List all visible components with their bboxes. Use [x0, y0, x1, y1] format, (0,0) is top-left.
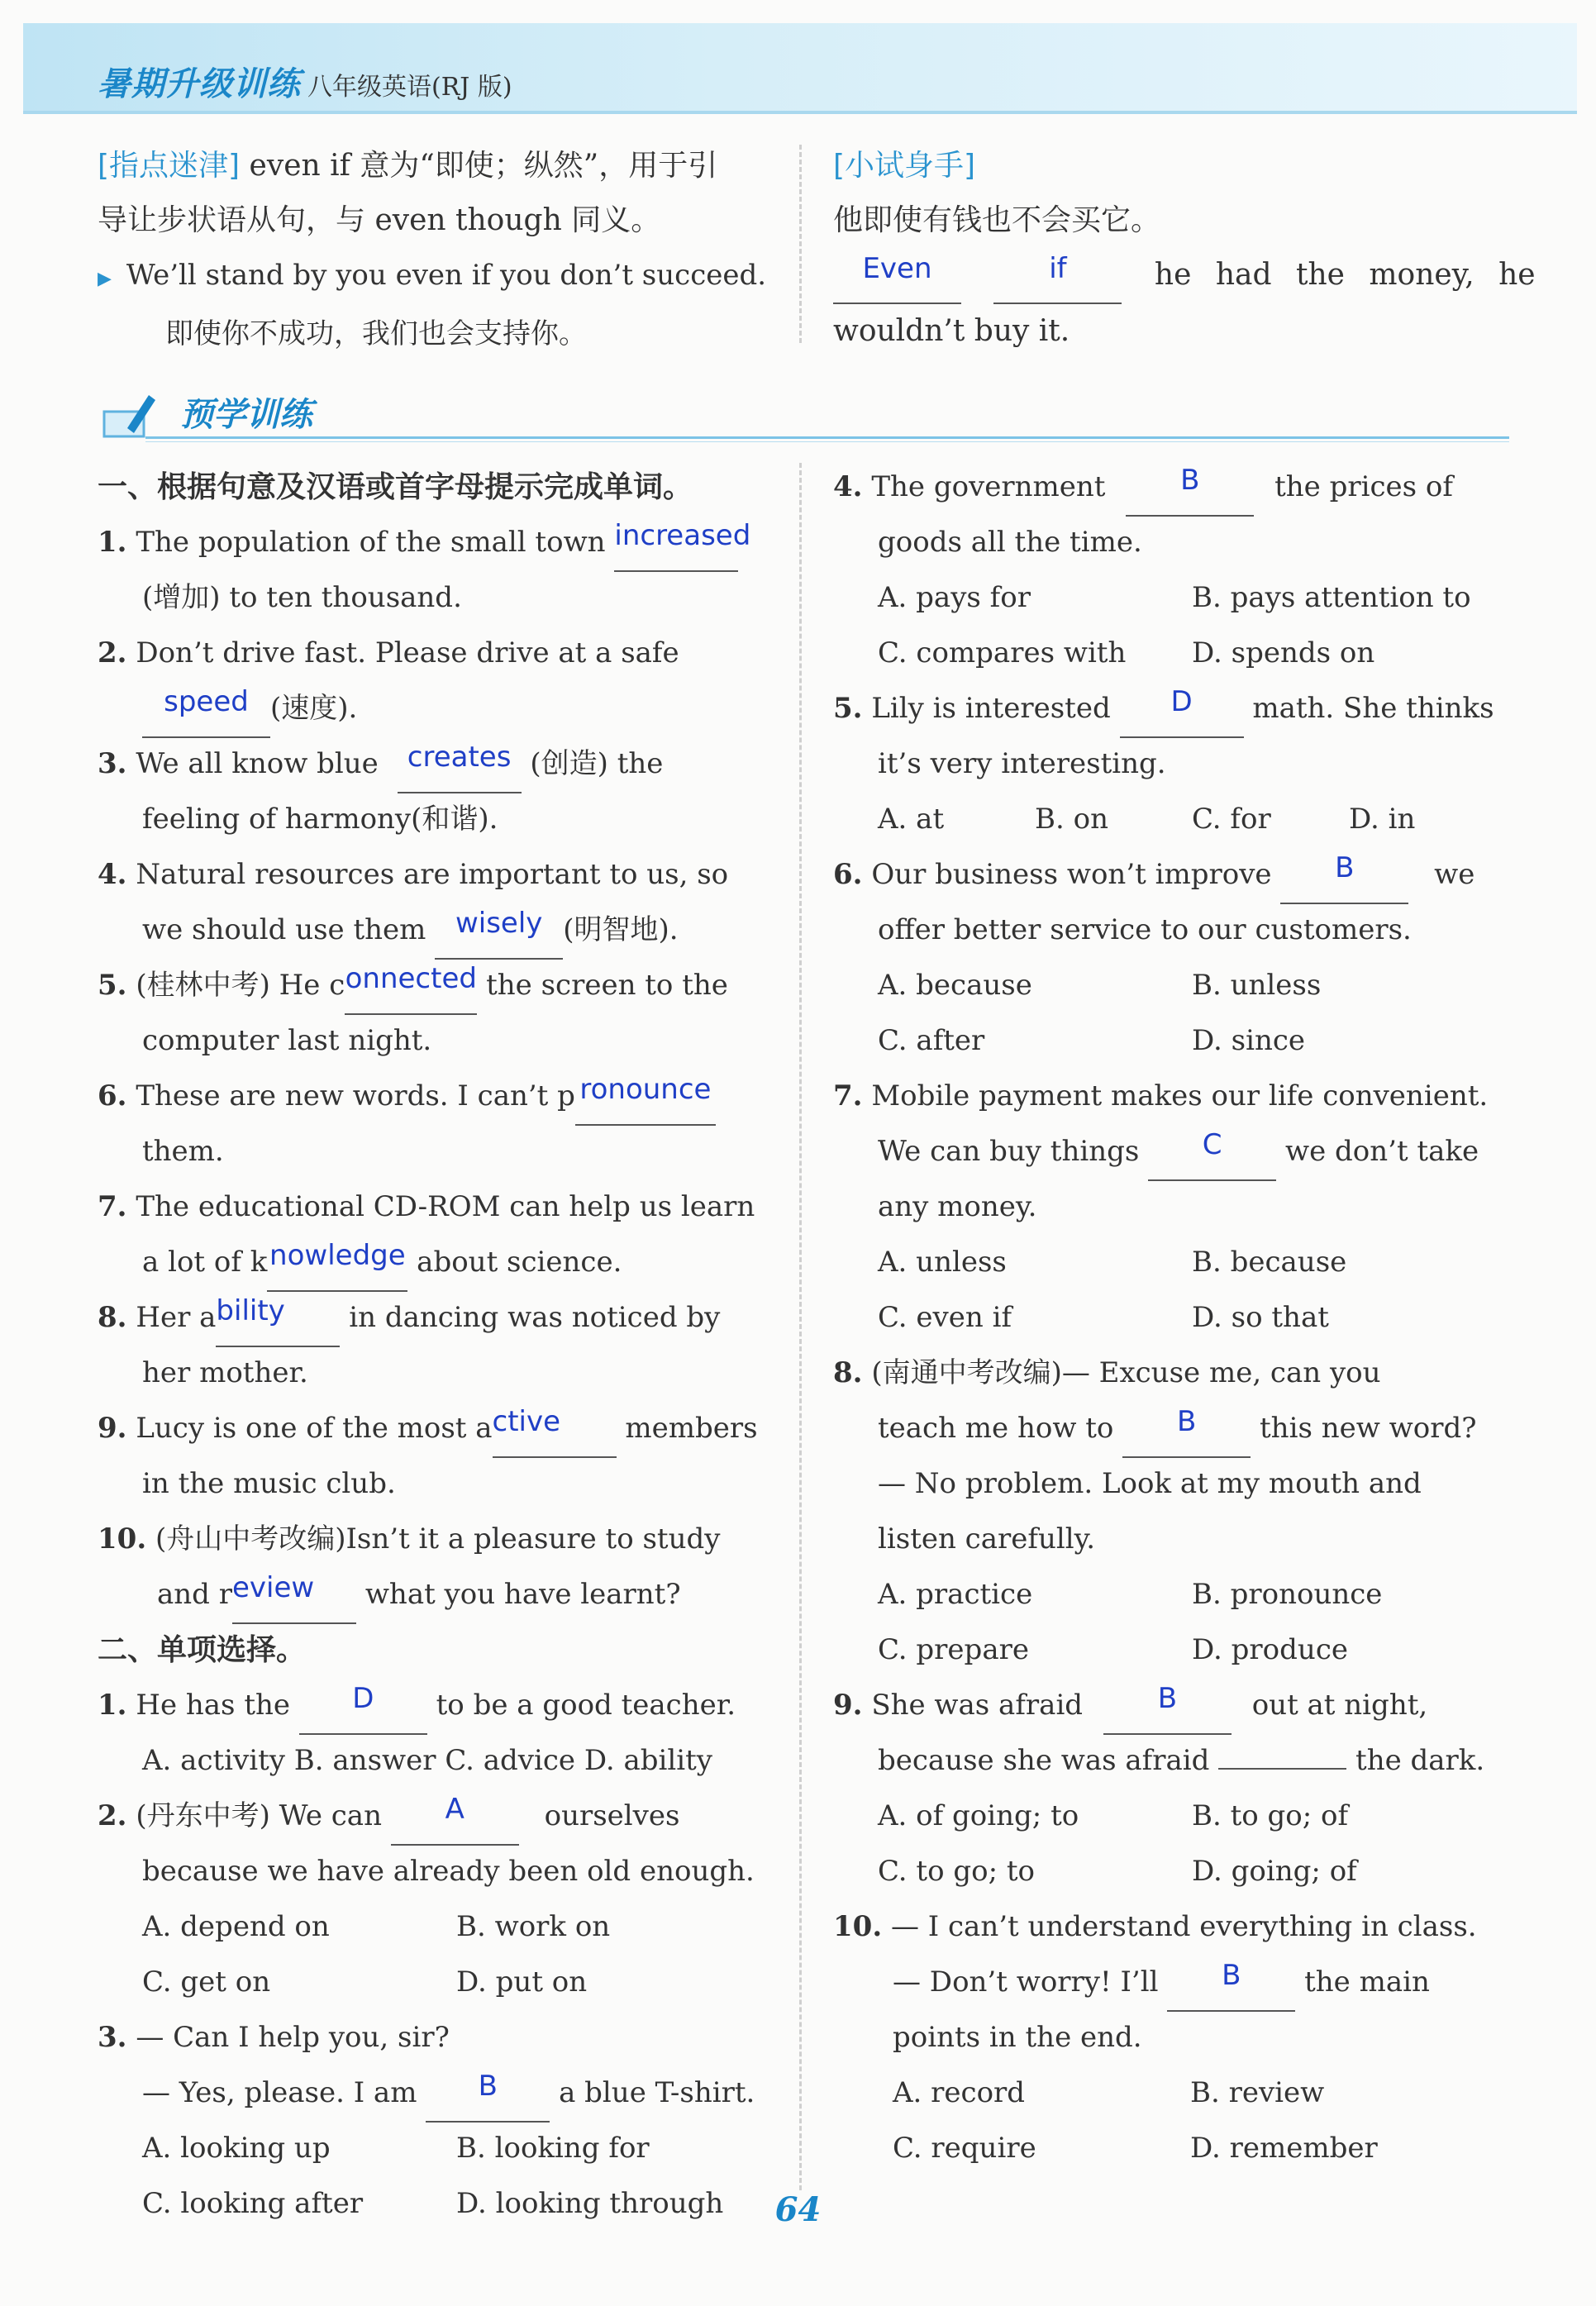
- item-number: 5.: [98, 969, 127, 1002]
- item-text: (速度).: [270, 692, 358, 725]
- answer-blank: [575, 1069, 716, 1126]
- answer-text: Even: [862, 252, 932, 285]
- answer-text: B: [1222, 1959, 1241, 1992]
- item-text: Lucy is one of the most a: [136, 1412, 493, 1445]
- item-number: 4.: [98, 858, 127, 891]
- answer-text: onnected: [345, 962, 477, 995]
- item-text: — Yes, please. I am: [142, 2076, 417, 2109]
- item-number: 4.: [833, 470, 863, 503]
- option: C. get on: [142, 1965, 271, 1999]
- answer-blank: [142, 681, 270, 738]
- item-number: 2.: [98, 1799, 127, 1832]
- item-text: the dark.: [1355, 1744, 1485, 1777]
- answer-text: ctive: [492, 1405, 561, 1438]
- item-number: 2.: [98, 636, 127, 669]
- brand-logo: 暑期升级训练: [98, 65, 301, 103]
- choice-item-4: [833, 460, 1511, 515]
- option: D. spends on: [1192, 636, 1375, 669]
- item-text: the main: [1304, 1965, 1430, 1999]
- answer-blank: [299, 1678, 427, 1735]
- item-text: (桂林中考) He c: [136, 969, 345, 1002]
- section-line: [145, 441, 1509, 442]
- answer-text: if: [1049, 252, 1067, 285]
- item-text: Natural resources are important to us, so: [136, 858, 729, 891]
- answer-text: B: [1180, 464, 1200, 497]
- item-text: — I can’t understand everything in class.: [890, 1910, 1477, 1943]
- item-number: 3.: [98, 747, 127, 780]
- option: D. so that: [1192, 1301, 1329, 1334]
- answer-blank: [391, 1789, 519, 1846]
- item-number: 1.: [98, 1689, 127, 1722]
- option: C. compares with: [878, 636, 1127, 669]
- item-text: about science.: [417, 1246, 622, 1279]
- answer-text: B: [1177, 1405, 1197, 1438]
- option: D. produce: [1192, 1633, 1348, 1666]
- item-text: She was afraid: [871, 1689, 1084, 1722]
- item-text: — Don’t worry! I’ll: [893, 1965, 1159, 1999]
- item-number: 1.: [98, 526, 127, 559]
- option: A. looking up: [142, 2132, 331, 2165]
- item-number: 8.: [833, 1356, 863, 1389]
- item-text: (明智地).: [563, 913, 679, 946]
- item-number: 3.: [98, 2021, 127, 2054]
- item-text: to be a good teacher.: [436, 1689, 736, 1722]
- fill-item-4: [98, 847, 775, 903]
- item-text: Her a: [136, 1301, 217, 1334]
- option: B. review: [1190, 2076, 1325, 2109]
- answer-text: ronounce: [579, 1073, 712, 1106]
- option: A. at: [878, 803, 945, 836]
- option: C. to go; to: [878, 1855, 1035, 1888]
- option: B. looking for: [456, 2132, 650, 2165]
- option: C. after: [878, 1024, 985, 1057]
- fill-item-1: [98, 515, 775, 570]
- answer-blank: [1148, 1124, 1276, 1181]
- answer-blank: [398, 736, 522, 793]
- choice-item-3: [98, 2010, 775, 2065]
- item-text: math. She thinks: [1252, 692, 1494, 725]
- item-text: The government: [871, 470, 1106, 503]
- part2-heading: 二、单项选择。: [98, 1633, 307, 1667]
- column-divider: [799, 463, 802, 2190]
- option: A. because: [878, 969, 1032, 1002]
- answer-text: increased: [614, 519, 751, 552]
- practice-text: he had the money, he: [1154, 258, 1536, 292]
- item-number: 9.: [833, 1689, 863, 1722]
- book-title: 八年级英语(RJ 版): [307, 73, 512, 102]
- item-text: listen carefully.: [878, 1522, 1096, 1556]
- item-text: — No problem. Look at my mouth and: [878, 1467, 1422, 1500]
- guide-divider: [799, 145, 802, 343]
- item-text: The population of the small town: [136, 526, 606, 559]
- option: B. answer: [293, 1744, 436, 1777]
- item-text: because we have already been old enough.: [142, 1855, 755, 1888]
- answer-blank: [1122, 1401, 1251, 1458]
- answer-blank: [1167, 1955, 1295, 2012]
- item-text: a lot of k: [142, 1246, 268, 1279]
- option: D. going; of: [1192, 1855, 1357, 1888]
- answer-text: B: [1335, 851, 1355, 884]
- item-text: this new word?: [1260, 1412, 1477, 1445]
- item-text: and r: [157, 1578, 232, 1611]
- item-text: any money.: [878, 1190, 1037, 1223]
- answer-text: D: [352, 1682, 374, 1715]
- answer-blank: [345, 958, 477, 1015]
- section-line: [145, 436, 1509, 439]
- guide-example-zh: 即使你不成功，我们也会支持你。: [165, 317, 587, 350]
- option: C. require: [893, 2132, 1036, 2165]
- item-text: them.: [142, 1135, 224, 1168]
- item-text: He has the: [136, 1689, 290, 1722]
- fill-item-8: [98, 1290, 775, 1346]
- pencil-book-icon: [98, 388, 164, 443]
- option: D. looking through: [456, 2187, 724, 2220]
- item-number: 7.: [833, 1079, 863, 1113]
- item-text: in dancing was noticed by: [349, 1301, 721, 1334]
- guide-tag: [指点迷津]: [98, 149, 241, 183]
- answer-text: speed: [164, 685, 249, 718]
- option: D. put on: [456, 1965, 588, 1999]
- answer-blank: [1126, 460, 1254, 517]
- practice-text-2: wouldn’t buy it.: [833, 314, 1070, 348]
- item-number: 10.: [833, 1910, 883, 1943]
- section-title: 预学训练: [180, 396, 312, 434]
- item-text: it’s very interesting.: [878, 747, 1166, 780]
- answer-blank: [493, 1401, 617, 1458]
- answer-blank: [426, 2065, 550, 2123]
- item-number: 10.: [98, 1522, 147, 1556]
- item-number: 6.: [833, 858, 863, 891]
- item-text: in the music club.: [142, 1467, 396, 1500]
- option: B. pays attention to: [1192, 581, 1471, 614]
- answer-blank: [435, 903, 563, 960]
- answer-blank: [216, 1290, 340, 1347]
- answer-text: creates: [407, 741, 512, 774]
- fill-item-9: [98, 1401, 775, 1456]
- guide-right: [833, 139, 1536, 359]
- answer-blank: [1103, 1678, 1232, 1735]
- choice-item-6: [833, 847, 1511, 903]
- choice-item-10: [833, 1899, 1511, 1955]
- option: B. unless: [1192, 969, 1322, 1002]
- answer-blank: [267, 1235, 407, 1292]
- option: D. since: [1192, 1024, 1306, 1057]
- right-column: [833, 460, 1511, 2176]
- option: A. pays for: [878, 581, 1031, 614]
- item-text: Our business won’t improve: [871, 858, 1272, 891]
- fill-item-3: [98, 736, 775, 792]
- section-header: [98, 388, 1509, 441]
- practice-prompt: 他即使有钱也不会买它。: [833, 203, 1161, 237]
- fill-item-2: [98, 626, 775, 681]
- option: A. record: [893, 2076, 1026, 2109]
- option: C. looking after: [142, 2187, 364, 2220]
- item-text: the prices of: [1274, 470, 1453, 503]
- option: B. work on: [456, 1910, 611, 1943]
- page-number: 64: [774, 2190, 822, 2229]
- bullet-icon: ▶: [98, 269, 112, 289]
- answer-text: wisely: [455, 907, 543, 940]
- item-text: feeling of harmony(和谐).: [142, 803, 498, 836]
- option: A. of going; to: [878, 1799, 1079, 1832]
- answer-blank: [993, 248, 1122, 304]
- option: A. practice: [878, 1578, 1033, 1611]
- item-text: These are new words. I can’t p: [136, 1079, 575, 1113]
- item-text: teach me how to: [878, 1412, 1114, 1445]
- item-text: (南通中考改编)— Excuse me, can you: [871, 1356, 1381, 1389]
- item-text: (创造) the: [530, 747, 664, 780]
- item-text: ourselves: [544, 1799, 680, 1832]
- guide-example-en: We’ll stand by you even if you don’t succeed.: [126, 259, 767, 292]
- item-text: the screen to the: [486, 969, 728, 1002]
- option: A. activity: [142, 1744, 285, 1777]
- answer-text: B: [1157, 1682, 1178, 1715]
- option: B. to go; of: [1192, 1799, 1349, 1832]
- item-text: We all know blue: [136, 747, 379, 780]
- item-text: her mother.: [142, 1356, 308, 1389]
- choice-item-1: [98, 1678, 775, 1733]
- fill-item-7: [98, 1179, 775, 1235]
- practice-tag: [小试身手]: [833, 149, 976, 183]
- option: B. on: [1035, 803, 1108, 836]
- item-number: 8.: [98, 1301, 127, 1334]
- option: A. depend on: [142, 1910, 330, 1943]
- option: C. advice: [445, 1744, 576, 1777]
- answer-text: bility: [216, 1294, 285, 1327]
- answer-text: A: [445, 1793, 465, 1826]
- item-number: 6.: [98, 1079, 127, 1113]
- option: A. unless: [878, 1246, 1007, 1279]
- answer-blank: [1120, 681, 1244, 738]
- fill-item-5: [98, 958, 775, 1013]
- answer-text: D: [1170, 685, 1193, 718]
- item-text: (增加) to ten thousand.: [142, 581, 462, 614]
- option: B. because: [1192, 1246, 1347, 1279]
- guide-text-1: even if 意为“即使；纵然”，用于引: [249, 149, 718, 183]
- item-text: — Can I help you, sir?: [136, 2021, 450, 2054]
- item-text: computer last night.: [142, 1024, 432, 1057]
- choice-item-8: [833, 1346, 1511, 1401]
- item-text: because she was afraid: [878, 1744, 1210, 1777]
- item-text: a blue T-shirt.: [559, 2076, 755, 2109]
- option: D. ability: [584, 1744, 713, 1777]
- choice-item-9: [833, 1678, 1511, 1733]
- answer-blank: [833, 248, 961, 304]
- option: C. prepare: [878, 1633, 1029, 1666]
- item-text: points in the end.: [893, 2021, 1142, 2054]
- choice-item-2: [98, 1789, 775, 1844]
- option: D. in: [1349, 803, 1416, 836]
- guide-text-2: 导让步状语从句，与 even though 同义。: [98, 203, 661, 237]
- item-number: 5.: [833, 692, 863, 725]
- item-text: We can buy things: [878, 1135, 1140, 1168]
- item-text: The educational CD-ROM can help us learn: [136, 1190, 755, 1223]
- item-text: members: [625, 1412, 758, 1445]
- item-text: we don’t take: [1284, 1135, 1479, 1168]
- item-text: we should use them: [142, 913, 426, 946]
- answer-blank: [1280, 847, 1408, 904]
- answer-blank: [232, 1567, 356, 1624]
- item-text: goods all the time.: [878, 526, 1142, 559]
- guide-left: [98, 139, 775, 361]
- item-text: Mobile payment makes our life convenient.: [871, 1079, 1489, 1113]
- item-text: out at night,: [1251, 1689, 1428, 1722]
- option: C. for: [1192, 803, 1271, 836]
- answer-blank: [614, 515, 751, 572]
- item-number: 9.: [98, 1412, 127, 1445]
- choice-item-7: [833, 1069, 1511, 1124]
- answer-text: nowledge: [269, 1239, 406, 1272]
- item-text: offer better service to our customers.: [878, 913, 1412, 946]
- part1-heading: 一、根据句意及汉语或首字母提示完成单词。: [98, 470, 693, 504]
- fill-item-6: [98, 1069, 775, 1124]
- option: B. pronounce: [1192, 1578, 1383, 1611]
- item-number: 7.: [98, 1190, 127, 1223]
- fill-item-10: [98, 1512, 775, 1567]
- answer-text: B: [478, 2070, 498, 2103]
- answer-text: C: [1202, 1128, 1222, 1161]
- item-text: (丹东中考) We can: [136, 1799, 382, 1832]
- answer-text: eview: [232, 1571, 315, 1604]
- left-column: [98, 460, 775, 2232]
- option: C. even if: [878, 1301, 1012, 1334]
- option: D. remember: [1190, 2132, 1378, 2165]
- item-text: Lily is interested: [871, 692, 1111, 725]
- item-text: (舟山中考改编)Isn’t it a pleasure to study: [155, 1522, 721, 1556]
- answer-blank: [1218, 1768, 1346, 1770]
- item-text: we: [1434, 858, 1475, 891]
- choice-item-5: [833, 681, 1511, 736]
- item-text: Don’t drive fast. Please drive at a safe: [136, 636, 679, 669]
- item-text: what you have learnt?: [364, 1578, 681, 1611]
